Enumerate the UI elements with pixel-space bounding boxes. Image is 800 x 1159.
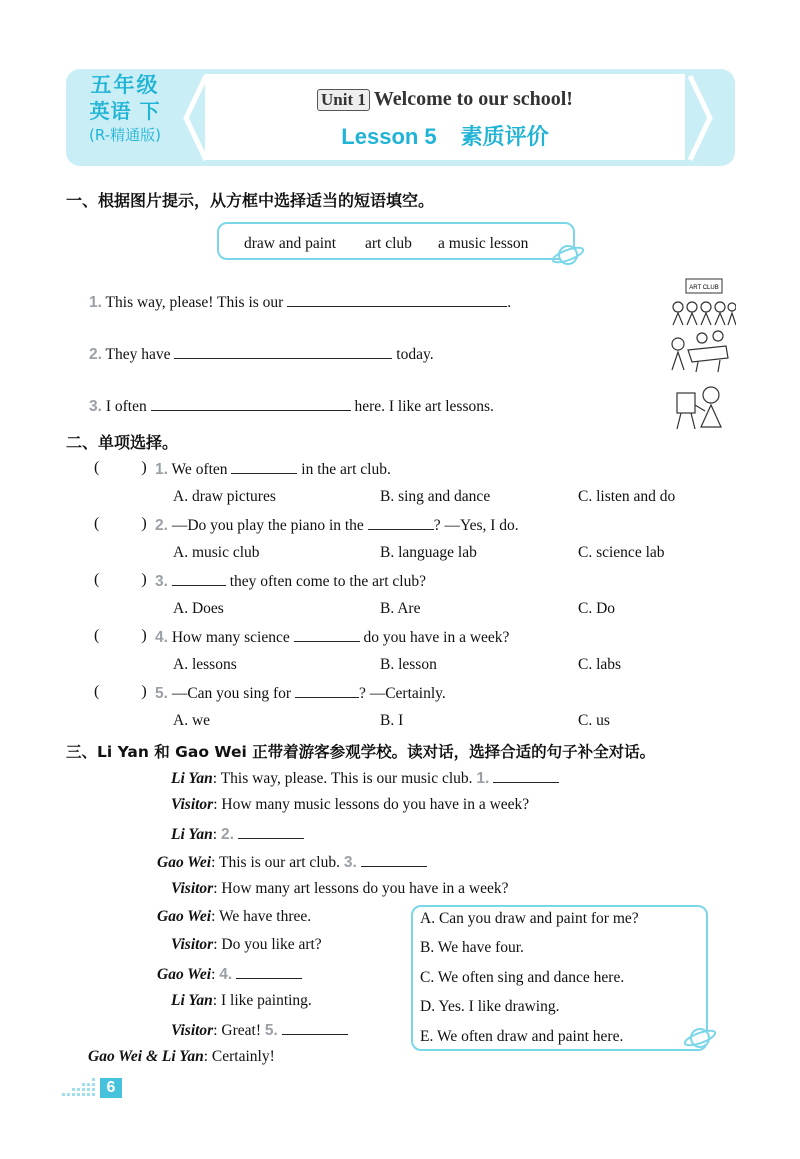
speaker: Li Yan — [171, 826, 213, 843]
sentence-option-a[interactable]: A. Can you draw and paint for me? — [420, 910, 639, 927]
question-text-after: do you have in a week? — [363, 629, 510, 646]
question-number: 1. — [476, 770, 490, 787]
option-b[interactable]: B. Are — [380, 600, 421, 617]
option-b[interactable]: B. language lab — [380, 544, 477, 561]
answer-blank[interactable] — [493, 768, 559, 783]
section3-heading: 三、Li Yan 和 Gao Wei 正带着游客参观学校。读对话，选择合适的句子补全对话。 — [66, 743, 656, 761]
option-c[interactable]: C. science lab — [578, 544, 665, 561]
answer-paren[interactable]: ( ) — [94, 571, 147, 588]
option-a[interactable]: A. lessons — [173, 656, 237, 673]
dialog-line: Gao Wei: We have three. — [157, 908, 312, 925]
question-number: 2. — [220, 826, 234, 843]
speaker: Gao Wei — [157, 966, 212, 983]
question-text-after: today. — [396, 346, 434, 363]
question-number: 4. — [219, 966, 233, 983]
question-number: 3. — [343, 854, 357, 871]
question-text-after: in the art club. — [301, 461, 391, 478]
answer-paren[interactable]: ( ) — [94, 683, 147, 700]
question-text-after: ? —Yes, I do. — [433, 517, 519, 534]
speaker: Gao Wei & Li Yan — [88, 1048, 204, 1065]
answer-blank[interactable] — [236, 964, 302, 979]
dialog-line: Li Yan: I like painting. — [171, 992, 312, 1009]
sentence-option-d[interactable]: D. Yes. I like drawing. — [420, 998, 560, 1015]
word-box — [217, 222, 575, 260]
art-club-picture — [670, 277, 736, 327]
choice-question-3 — [155, 571, 426, 591]
answer-blank[interactable] — [295, 683, 359, 698]
dot-pattern-decoration — [60, 1078, 100, 1098]
answer-blank[interactable] — [151, 396, 351, 411]
fill-question-2 — [89, 344, 434, 364]
question-text: How many science — [171, 629, 290, 646]
fill-question-1 — [89, 292, 511, 312]
lesson-label: Lesson 5 — [341, 124, 437, 149]
question-number: 1. — [89, 294, 102, 311]
section1-heading: 一、根据图片提示，从方框中选择适当的短语填空。 — [66, 191, 435, 210]
lesson-title: 素质评价 — [460, 125, 549, 150]
choice-question-2 — [155, 515, 519, 535]
option-a[interactable]: A. draw pictures — [173, 488, 276, 505]
painting-picture — [675, 381, 727, 431]
dialog-line: Li Yan: This way, please. This is our music club. 1. — [171, 768, 559, 788]
speaker: Gao Wei — [157, 908, 212, 925]
dialog-line: Gao Wei: 4. — [157, 964, 302, 984]
question-text: We often — [171, 461, 228, 478]
speaker: Li Yan — [171, 992, 213, 1009]
sentence-option-c[interactable]: C. We often sing and dance here. — [420, 969, 625, 986]
dialog-line: Visitor: How many art lessons do you have in a week? — [171, 880, 509, 897]
grade-line1: 五年级 — [90, 73, 160, 97]
unit-title-line — [205, 88, 685, 111]
question-text: —Can you sing for — [171, 685, 292, 702]
speaker: Visitor — [171, 796, 214, 813]
word-option: a music lesson — [438, 235, 529, 252]
answer-blank[interactable] — [282, 1020, 348, 1035]
dialog-line: Visitor: How many music lessons do you have in a week? — [171, 796, 530, 813]
answer-blank[interactable] — [294, 627, 360, 642]
option-a[interactable]: A. Does — [173, 600, 224, 617]
question-number: 4. — [155, 629, 168, 646]
question-text: This way, please! This is our — [105, 294, 284, 311]
choice-question-5 — [155, 683, 446, 703]
option-c[interactable]: C. labs — [578, 656, 622, 673]
option-a[interactable]: A. music club — [173, 544, 260, 561]
question-number: 2. — [89, 346, 102, 363]
question-number: 3. — [155, 573, 168, 590]
answer-blank[interactable] — [238, 824, 304, 839]
question-number: 1. — [155, 461, 168, 478]
unit-label: Unit 1 — [317, 89, 370, 111]
grade-line3: (R-精通版) — [89, 126, 161, 144]
question-number: 5. — [264, 1022, 278, 1039]
grade-line2: 英语 下 — [89, 99, 161, 123]
speaker: Gao Wei — [157, 854, 212, 871]
answer-blank[interactable] — [172, 571, 226, 586]
section2-heading: 二、单项选择。 — [66, 433, 179, 452]
music-lesson-picture — [668, 330, 734, 376]
option-b[interactable]: B. lesson — [380, 656, 437, 673]
dialog-line: Li Yan: 2. — [171, 824, 304, 844]
dialog-line: Visitor: Do you like art? — [171, 936, 322, 953]
fill-question-3 — [89, 396, 494, 416]
question-text: —Do you play the piano in the — [171, 517, 364, 534]
dialog-line: Visitor: Great! 5. — [171, 1020, 348, 1040]
speaker: Visitor — [171, 1022, 214, 1039]
question-text-after: ? —Certainly. — [358, 685, 446, 702]
right-chevron-decoration — [686, 74, 716, 162]
answer-paren[interactable]: ( ) — [94, 627, 147, 644]
word-option: art club — [365, 235, 412, 252]
speaker: Li Yan — [171, 770, 213, 787]
question-text: I often — [105, 398, 147, 415]
question-text-after: . — [507, 294, 512, 311]
choice-question-1 — [155, 459, 391, 479]
question-text: They have — [105, 346, 171, 363]
dialog-line: Gao Wei: This is our art club. 3. — [157, 852, 427, 872]
question-text-after: they often come to the art club? — [229, 573, 426, 590]
option-a[interactable]: A. we — [173, 712, 211, 729]
planet-icon — [683, 1023, 717, 1053]
answer-paren[interactable]: ( ) — [94, 459, 147, 476]
option-c[interactable]: C. listen and do — [578, 488, 676, 505]
sentence-option-e[interactable]: E. We often draw and paint here. — [420, 1028, 624, 1045]
choice-question-4 — [155, 627, 509, 647]
planet-icon — [551, 240, 585, 270]
option-b[interactable]: B. I — [380, 712, 404, 729]
word-option: draw and paint — [244, 235, 337, 252]
grade-label — [70, 72, 180, 146]
question-number: 3. — [89, 398, 102, 415]
answer-blank[interactable] — [368, 515, 434, 530]
speaker: Visitor — [171, 936, 214, 953]
dialog-line: Gao Wei & Li Yan: Certainly! — [88, 1048, 275, 1065]
option-c[interactable]: C. us — [578, 712, 610, 729]
question-text-after: here. I like art lessons. — [354, 398, 494, 415]
answer-blank[interactable] — [361, 852, 427, 867]
art-club-sign: ART CLUB — [689, 285, 719, 291]
unit-title: Welcome to our school! — [373, 88, 573, 110]
question-number: 5. — [155, 685, 168, 702]
answer-blank[interactable] — [174, 344, 392, 359]
lesson-title-line — [205, 120, 685, 151]
page-number: 6 — [100, 1078, 122, 1098]
option-c[interactable]: C. Do — [578, 600, 616, 617]
answer-blank[interactable] — [287, 292, 507, 307]
answer-blank[interactable] — [231, 459, 297, 474]
speaker: Visitor — [171, 880, 214, 897]
option-b[interactable]: B. sing and dance — [380, 488, 491, 505]
answer-paren[interactable]: ( ) — [94, 515, 147, 532]
sentence-option-b[interactable]: B. We have four. — [420, 939, 524, 956]
question-number: 2. — [155, 517, 168, 534]
